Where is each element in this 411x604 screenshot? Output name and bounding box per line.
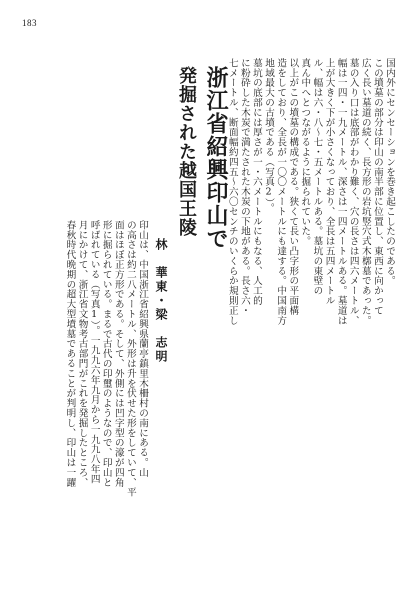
authors: 林 華東・梁 志明 (154, 238, 168, 364)
text-line: 呼ばれている（写真1）。一九九六年九月から一九九八年四 (88, 220, 100, 484)
text-line: 以上がこの墳墓の構成である。狭くて長い凸字形の平面構 (287, 58, 299, 316)
text-line: 面はほぼ正方形である。そして、外側には凹字型の濠が四角 (112, 220, 124, 488)
text-line: 印山は、中国浙江省紹興県蘭亭鎮里木柵村の南にある。山 (137, 220, 148, 478)
page-number: 183 (22, 18, 37, 28)
text-line: 形に掘られている。まるで古代の印璽のようなので、印山と (100, 220, 112, 488)
text-line: 広く長い墓道の続く、長方形の岩坑竪穴式木槨墓であった。 (359, 58, 371, 326)
text-line: 造をしており、全長が一〇〇メートルにも達する。中国南方 (275, 58, 287, 326)
text-line: ル、幅は六・八〜七・五メートルある。墓坑の東壁の (311, 58, 323, 296)
text-line: 七メートル、断面幅約四五〜六〇センチのいくらか規則正し (226, 58, 238, 326)
text-line: 幅は一四・一九メートル、深さは一四メートルある。墓道は (335, 58, 347, 326)
text-line: 真ん中へとつながるように掘られていた。 (299, 58, 311, 247)
text-line: 墓坑の底部には厚さが一・六メートルにもなる、人工的 (250, 58, 262, 306)
text-line: に粉砕した木炭で満たされた木炭の下地がある。長さ六・ (238, 58, 250, 316)
text-line: 地域最大の古墳である（写真2）。 (263, 58, 275, 213)
right-column-text (215, 58, 395, 578)
text-line: 国内外にセンセーションを巻き起こしたのである。 (384, 58, 395, 286)
text-line: この墳墓の部分は印山の南半部に位置し、東西に向かって (371, 58, 383, 316)
text-line: 月にかけて、浙江省文物考古部門がこれを発掘したところ、 (76, 220, 88, 488)
title-main: 浙江省紹興印山で (203, 66, 228, 250)
text-line: 上が大きく下が小さくなっており、全長は五四メートル (323, 58, 335, 306)
text-line: 墓の入り口は底部がわかり難く、穴の長さは四六メートル、 (347, 58, 359, 326)
body-column-text (22, 220, 148, 590)
text-line: の高さは約二八メートル、外形は升を伏せた形をしていて、平 (124, 220, 136, 498)
title-sub: 発掘された越国王陵 (176, 66, 197, 237)
text-line: 春秋時代晩期の超大型墳墓であることが判明し、印山は一躍 (64, 220, 76, 488)
